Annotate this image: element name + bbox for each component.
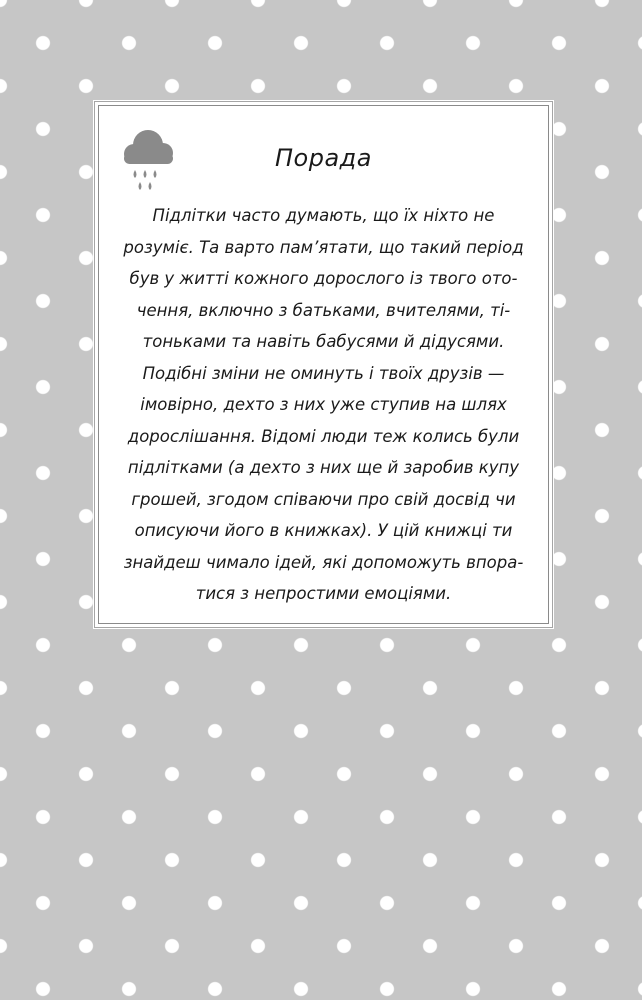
tip-body: Підлітки часто думають, що їх ніхто не розуміє. Та варто пам’ятати, що такий період був у житті кожного дорослого із твого ото- чення, включно з батьками, вчителями, ті- тоньками та навіть бабусями й дідусями. Подібні зміни не оминуть і твоїх друзів — імовірно, дехто з них уже ступив на шлях дорослішання. Відомі люди теж колись були підлітками (а дехто з них ще й заробив купу грошей, згодом співаючи про свій досвід чи описуючи його в книжках). У цій книжці ти знайдеш чимало ідей, які допоможуть впора- тися з непростими емоціями. — [123, 206, 524, 603]
tip-title: Порада — [275, 144, 372, 172]
tip-card — [93, 100, 554, 629]
